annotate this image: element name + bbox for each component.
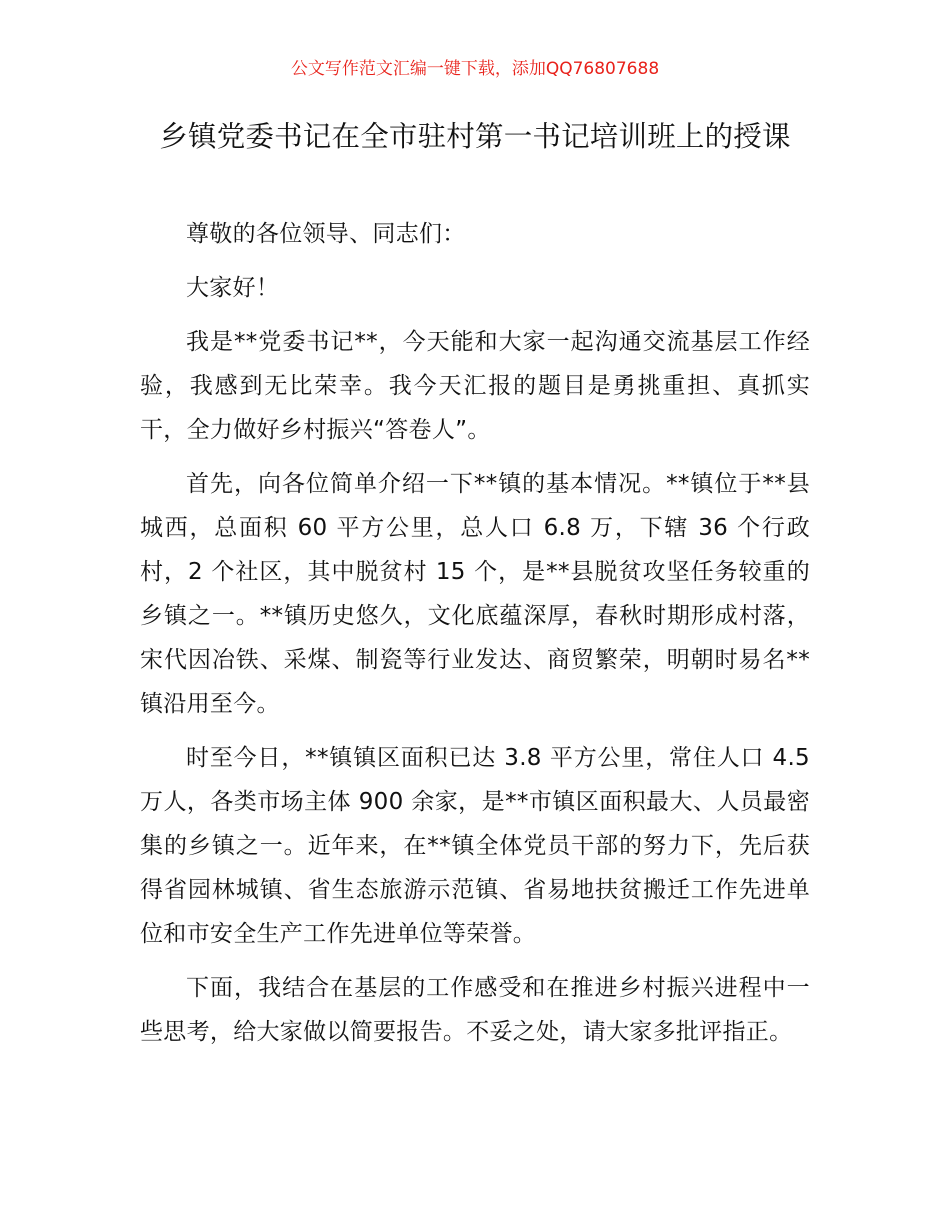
paragraph-report-outline: 下面，我结合在基层的工作感受和在推进乡村振兴进程中一些思考，给大家做以简要报告。不妥之处，请大家多批评指正。: [140, 975, 810, 1045]
document-body: [140, 212, 810, 1064]
paragraph-intro: 我是**党委书记**，今天能和大家一起沟通交流基层工作经验，我感到无比荣幸。我今天汇报的题目是勇挑重担、真抓实干，全力做好乡村振兴“答卷人”。: [140, 329, 810, 443]
paragraph-town-overview: 首先，向各位简单介绍一下**镇的基本情况。**镇位于**县城西，总面积 60 平方公里，总人口 6.8 万，下辖 36 个行政村，2 个社区，其中脱贫村 15 个，是**县脱贫攻坚任务较重的乡镇之一。**镇历史悠久，文化底蕴深厚，春秋时期形成村落，宋代因冶铁、采煤、制瓷等行业发达、商贸繁荣，明朝时易名**镇沿用至今。: [140, 471, 810, 717]
header-promo-banner: 公文写作范文汇编一键下载，添加QQ76807688: [290, 59, 660, 79]
paragraph-town-today: 时至今日，**镇镇区面积已达 3.8 平方公里，常住人口 4.5 万人，各类市场主体 900 余家，是**市镇区面积最大、人员最密集的乡镇之一。近年来，在**镇全体党员干部的努力下，先后获得省园林城镇、省生态旅游示范镇、省易地扶贫搬迁工作先进单位和市安全生产工作先进单位等荣誉。: [140, 745, 810, 947]
greeting: 大家好！: [186, 275, 280, 301]
salutation: 尊敬的各位领导、同志们：: [186, 221, 466, 247]
document-title: 乡镇党委书记在全市驻村第一书记培训班上的授课: [159, 120, 791, 153]
